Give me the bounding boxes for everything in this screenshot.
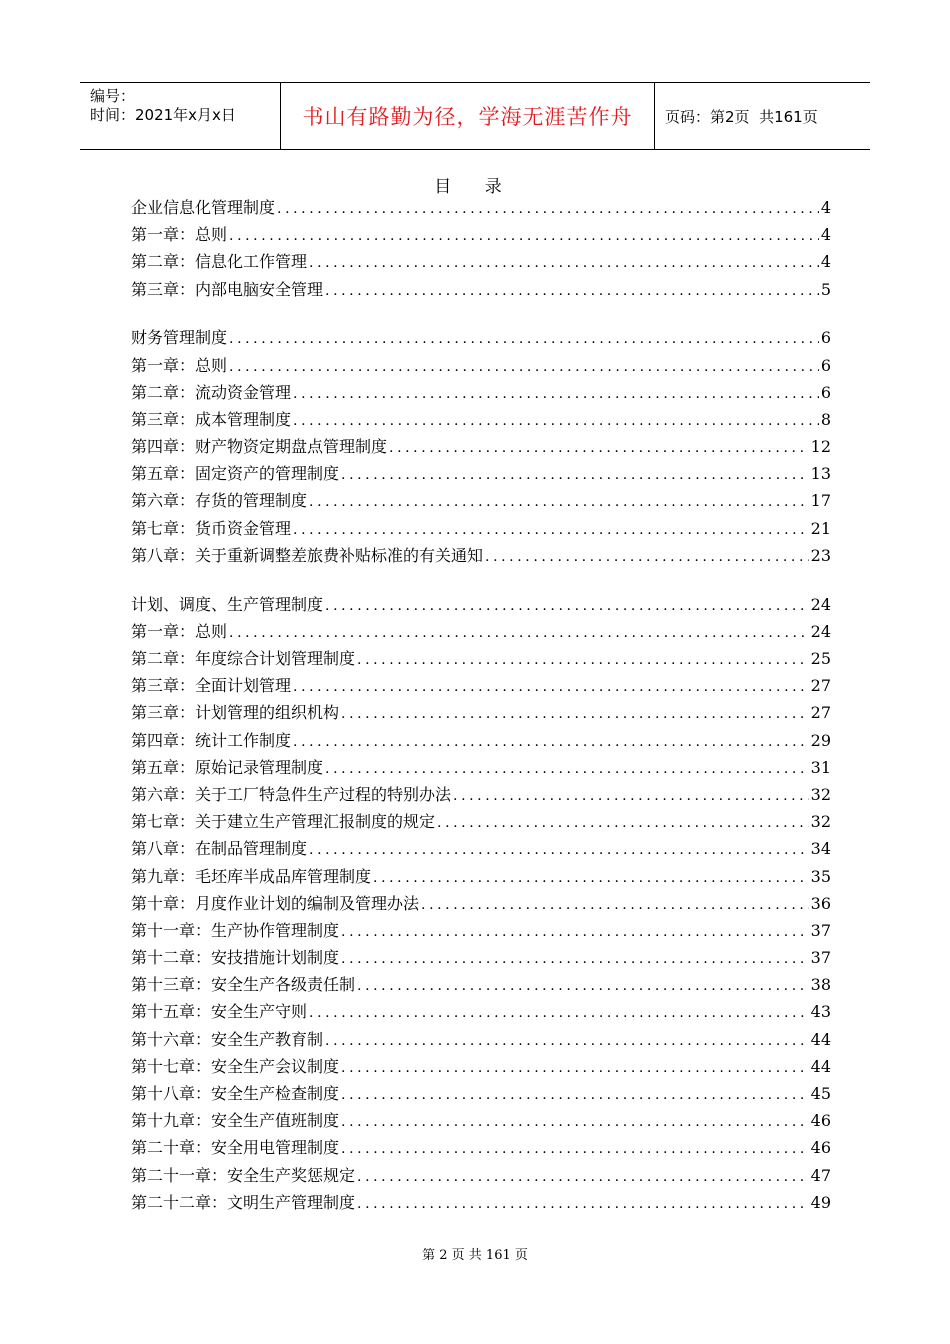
toc-entry-title: 第十三章：安全生产各级责任制 — [131, 975, 356, 995]
toc-entry-page: 44 — [810, 1056, 831, 1076]
header-slogan: 书山有路勤为径，学海无涯苦作舟 — [281, 83, 655, 149]
toc-entry[interactable] — [131, 1108, 831, 1135]
toc-dot-leader — [325, 283, 819, 299]
toc-entry-title: 第三章：内部电脑安全管理 — [131, 279, 324, 299]
toc-entry[interactable] — [131, 1081, 831, 1108]
toc-dot-leader — [309, 842, 809, 858]
document-number-label: 编号： — [90, 87, 136, 105]
toc-entry-title: 第八章：在制品管理制度 — [131, 839, 308, 859]
toc-dot-leader — [293, 413, 819, 429]
toc-entry[interactable] — [131, 673, 831, 700]
toc-dot-leader — [453, 788, 809, 804]
toc-entry[interactable] — [131, 864, 831, 891]
toc-entry-title: 第三章：计划管理的组织机构 — [131, 703, 340, 723]
toc-entry[interactable] — [131, 434, 831, 461]
toc-entry-title: 第四章：财产物资定期盘点管理制度 — [131, 437, 388, 457]
toc-dot-leader — [357, 1196, 809, 1212]
toc-entry[interactable] — [131, 700, 831, 727]
header-meta — [80, 83, 281, 149]
toc-entry-page: 4 — [820, 225, 831, 245]
toc-entry[interactable] — [131, 516, 831, 543]
header-page-info — [655, 83, 870, 149]
toc-entry-title: 企业信息化管理制度 — [131, 198, 276, 217]
toc-entry-title: 第二十章：安全用电管理制度 — [131, 1138, 340, 1158]
toc-entry-page: 36 — [810, 893, 831, 913]
toc-entry[interactable] — [131, 918, 831, 945]
toc-dot-leader — [389, 440, 809, 456]
toc-entry-title: 第二章：年度综合计划管理制度 — [131, 649, 356, 668]
toc-entry-page: 37 — [810, 920, 831, 940]
toc-entry-page: 35 — [810, 866, 831, 886]
toc-dot-leader — [357, 1169, 809, 1185]
toc-entry[interactable] — [131, 1163, 831, 1190]
toc-entry-title: 第十二章：安技措施计划制度 — [131, 948, 340, 968]
toc-entry[interactable] — [131, 1027, 831, 1054]
toc-dot-leader — [325, 1033, 809, 1049]
toc-dot-leader — [341, 1114, 809, 1130]
toc-entry[interactable] — [131, 728, 831, 755]
toc-entry-title: 第一章：总则 — [131, 225, 228, 245]
toc-entry[interactable] — [131, 592, 831, 619]
toc-dot-leader — [341, 924, 809, 940]
toc-entry[interactable] — [131, 380, 831, 407]
toc-entry[interactable] — [131, 407, 831, 434]
toc-entry-page: 27 — [810, 703, 831, 723]
toc-entry[interactable] — [131, 891, 831, 918]
toc-entry-page: 34 — [810, 839, 831, 859]
toc-entry-title: 第六章：关于工厂特急件生产过程的特别办法 — [131, 784, 452, 804]
toc-entry[interactable] — [131, 945, 831, 972]
toc-entry-page: 13 — [810, 464, 831, 484]
toc-dot-leader — [277, 201, 819, 217]
toc-entry-title: 第十章：月度作业计划的编制及管理办法 — [131, 893, 420, 913]
toc-title: 目 录 — [434, 177, 516, 197]
toc-dot-leader — [341, 951, 809, 967]
toc-entry-title: 第一章：总则 — [131, 621, 228, 641]
toc-entry-page: 24 — [810, 594, 831, 614]
toc-entry-page: 27 — [810, 676, 831, 696]
toc-entry-page: 38 — [810, 975, 831, 995]
toc-entry-page: 44 — [810, 1029, 831, 1049]
toc-dot-leader — [341, 706, 809, 722]
toc-dot-leader — [229, 331, 819, 347]
toc-entry-title: 第五章：原始记录管理制度 — [131, 757, 324, 777]
toc-entry-title: 第四章：统计工作制度 — [131, 730, 292, 750]
toc-entry[interactable] — [131, 195, 831, 222]
toc-entry-page: 21 — [810, 518, 831, 538]
toc-entry[interactable] — [131, 353, 831, 380]
toc-entry[interactable] — [131, 619, 831, 646]
toc-entry-page: 24 — [810, 621, 831, 641]
toc-entry-page: 5 — [820, 279, 831, 299]
toc-entry[interactable] — [131, 646, 831, 673]
toc-entry-title: 第七章：货币资金管理 — [131, 518, 292, 538]
toc-dot-leader — [309, 494, 809, 510]
toc-dot-leader — [229, 228, 819, 244]
toc-entry-page: 8 — [820, 409, 831, 429]
toc-entry[interactable] — [131, 836, 831, 863]
section-gap — [131, 304, 831, 326]
toc-entry[interactable] — [131, 249, 831, 276]
toc-entry-title: 第十五章：安全生产守则 — [131, 1002, 308, 1022]
toc-entry-page: 12 — [810, 437, 831, 457]
toc-entry-title: 第十九章：安全生产值班制度 — [131, 1111, 340, 1131]
table-of-contents — [131, 195, 831, 1217]
toc-entry-title: 计划、调度、生产管理制度 — [131, 594, 324, 614]
toc-dot-leader — [341, 467, 809, 483]
toc-dot-leader — [293, 522, 809, 538]
toc-entry[interactable] — [131, 1054, 831, 1081]
toc-entry-page: 46 — [810, 1138, 831, 1158]
toc-entry-title: 第十六章：安全生产教育制 — [131, 1029, 324, 1049]
toc-dot-leader — [341, 1087, 809, 1103]
page-header — [80, 82, 870, 150]
toc-entry[interactable] — [131, 1190, 831, 1217]
toc-entry[interactable] — [131, 782, 831, 809]
toc-entry-title: 第一章：总则 — [131, 355, 228, 375]
toc-dot-leader — [309, 1005, 809, 1021]
toc-entry-page: 29 — [810, 730, 831, 750]
toc-entry[interactable] — [131, 222, 831, 249]
toc-entry-title: 第十八章：安全生产检查制度 — [131, 1084, 340, 1103]
toc-entry-title: 第五章：固定资产的管理制度 — [131, 464, 340, 484]
toc-dot-leader — [293, 386, 819, 402]
toc-entry[interactable] — [131, 277, 831, 304]
toc-dot-leader — [357, 978, 809, 994]
toc-dot-leader — [325, 598, 809, 614]
page-footer: 第 2 页 共 161 页 — [422, 1248, 528, 1263]
toc-entry-title: 第十一章：生产协作管理制度 — [131, 920, 340, 940]
toc-entry-page: 4 — [820, 252, 831, 272]
toc-entry-title: 第二十二章：文明生产管理制度 — [131, 1192, 356, 1212]
toc-entry-title: 第三章：成本管理制度 — [131, 409, 292, 429]
toc-dot-leader — [341, 1141, 809, 1157]
toc-entry-title: 第二章：信息化工作管理 — [131, 252, 308, 272]
toc-entry-page: 37 — [810, 948, 831, 968]
toc-entry-title: 第六章：存货的管理制度 — [131, 491, 308, 511]
toc-entry-page: 32 — [810, 784, 831, 804]
toc-dot-leader — [421, 897, 809, 913]
toc-entry-page: 4 — [820, 198, 831, 217]
header-page-info-text: 页码：第2页 共161页 — [665, 107, 818, 126]
toc-dot-leader — [309, 255, 819, 271]
toc-entry[interactable] — [131, 972, 831, 999]
toc-entry-page: 32 — [810, 812, 831, 832]
toc-entry[interactable] — [131, 755, 831, 782]
toc-entry-page: 47 — [810, 1165, 831, 1185]
toc-entry-title: 第十七章：安全生产会议制度 — [131, 1056, 340, 1076]
toc-entry-title: 第九章：毛坯库半成品库管理制度 — [131, 866, 372, 886]
toc-entry[interactable] — [131, 999, 831, 1026]
toc-entry-page: 31 — [810, 757, 831, 777]
toc-entry-page: 49 — [810, 1192, 831, 1212]
toc-entry-title: 第三章：全面计划管理 — [131, 676, 292, 696]
toc-entry-page: 6 — [820, 382, 831, 402]
toc-entry[interactable] — [131, 1135, 831, 1162]
toc-entry-title: 第七章：关于建立生产管理汇报制度的规定 — [131, 812, 436, 832]
toc-entry[interactable] — [131, 461, 831, 488]
toc-entry-page: 6 — [820, 355, 831, 375]
toc-entry-title: 第二章：流动资金管理 — [131, 382, 292, 402]
toc-dot-leader — [373, 870, 809, 886]
toc-entry-title: 第八章：关于重新调整差旅费补贴标准的有关通知 — [131, 545, 484, 565]
toc-entry-page: 6 — [820, 328, 831, 348]
toc-dot-leader — [293, 679, 809, 695]
toc-dot-leader — [437, 815, 809, 831]
toc-entry-page: 17 — [810, 491, 831, 511]
toc-entry[interactable] — [131, 809, 831, 836]
toc-entry-title: 财务管理制度 — [131, 328, 228, 348]
toc-entry[interactable] — [131, 488, 831, 515]
toc-entry-page: 25 — [810, 649, 831, 668]
toc-dot-leader — [341, 1060, 809, 1076]
toc-dot-leader — [229, 359, 819, 375]
toc-entry[interactable] — [131, 543, 831, 570]
toc-dot-leader — [229, 625, 809, 641]
toc-entry[interactable] — [131, 325, 831, 352]
toc-entry-page: 23 — [810, 545, 831, 565]
toc-entry-title: 第二十一章：安全生产奖惩规定 — [131, 1165, 356, 1185]
toc-entry-page: 43 — [810, 1002, 831, 1022]
toc-dot-leader — [357, 652, 809, 668]
toc-entry-page: 46 — [810, 1111, 831, 1131]
toc-dot-leader — [325, 761, 809, 777]
toc-dot-leader — [293, 734, 809, 750]
section-gap — [131, 570, 831, 592]
toc-dot-leader — [485, 549, 809, 565]
document-time-label: 时间：2021年x月x日 — [90, 106, 236, 124]
toc-entry-page: 45 — [810, 1084, 831, 1103]
